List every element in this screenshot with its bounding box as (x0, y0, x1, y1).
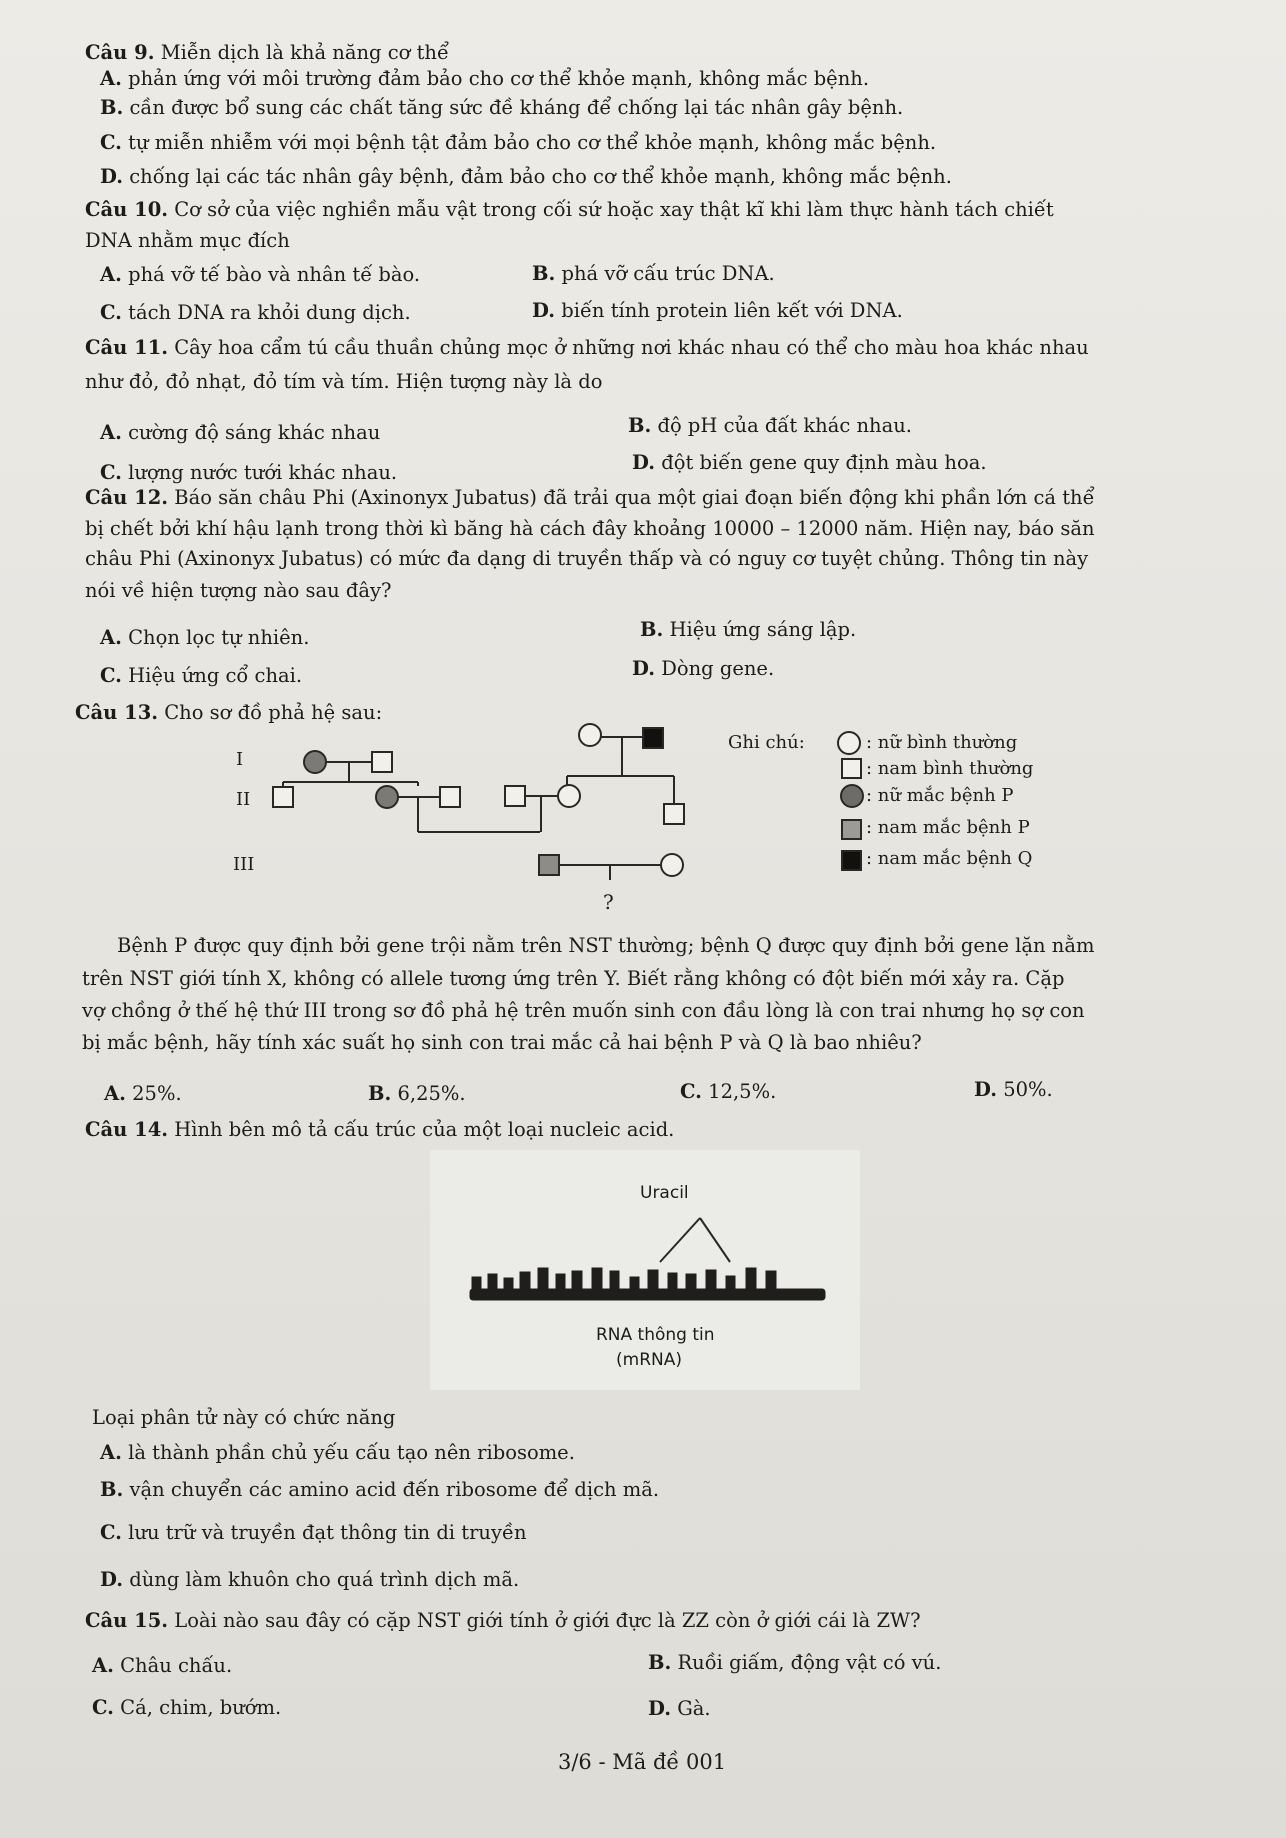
q12-stem-1: Câu 12. Báo săn châu Phi (Axinonyx Jubatus) đã trải qua một giai đoạn biến động khi phần lớn cá thể (85, 486, 1095, 509)
mrna-figure (430, 1150, 860, 1390)
pedigree-i3-female-normal (579, 724, 601, 746)
pedigree-ii3-male-normal (440, 787, 460, 807)
q13-option-c: C. 12,5%. (680, 1080, 777, 1103)
page-footer: 3/6 - Mã đề 001 (558, 1750, 727, 1774)
pedigree-i2-male-normal (372, 752, 392, 772)
q11-stem-2: như đỏ, đỏ nhạt, đỏ tím và tím. Hiện tượng này là do (85, 370, 603, 393)
pedigree-ii2-female-affected-p (376, 786, 398, 808)
legend-female-affected-p-symbol (841, 785, 863, 807)
q14-option-c: C. lưu trữ và truyền đạt thông tin di truyền (100, 1521, 527, 1544)
q13-body-3: vợ chồng ở thế hệ thứ III trong sơ đồ phả hệ trên muốn sinh con đầu lòng là con trai nhưng họ sợ con (82, 999, 1085, 1022)
legend-male-normal-symbol (842, 759, 861, 778)
q15-option-c: C. Cá, chim, bướm. (92, 1696, 282, 1719)
q9-option-b: B. cần được bổ sung các chất tăng sức đề kháng để chống lại tác nhân gây bệnh. (100, 96, 904, 119)
q13-body-1: Bệnh P được quy định bởi gene trội nằm trên NST thường; bệnh Q được quy định bởi gene lặn nằm (117, 934, 1095, 957)
q14-option-a: A. là thành phần chủ yếu cấu tạo nên ribosome. (100, 1441, 575, 1464)
q12-stem-3: châu Phi (Axinonyx Jubatus) có mức đa dạng di truyền thấp và có nguy cơ tuyệt chủng. Thông tin này (85, 547, 1089, 570)
q10-stem-2: DNA nhằm mục đích (85, 229, 290, 252)
q15-option-a: A. Châu chấu. (92, 1654, 233, 1677)
legend-female-normal: : nữ bình thường (866, 732, 1018, 753)
q12-option-c: C. Hiệu ứng cổ chai. (100, 664, 303, 687)
pedigree-i1-female-affected-p (304, 751, 326, 773)
pedigree-generation-iii-label: III (233, 854, 255, 875)
q11-option-a: A. cường độ sáng khác nhau (100, 421, 381, 444)
q13-body-2: trên NST giới tính X, không có allele tương ứng trên Y. Biết rằng không có đột biến mới xảy ra. Cặp (82, 967, 1065, 990)
legend-female-normal-symbol (838, 732, 860, 754)
q10-option-b: B. phá vỡ cấu trúc DNA. (532, 262, 775, 285)
mrna-label: RNA thông tin (596, 1325, 715, 1345)
q11-option-c: C. lượng nước tưới khác nhau. (100, 461, 398, 484)
q15-option-d: D. Gà. (648, 1697, 711, 1720)
q10-option-c: C. tách DNA ra khỏi dung dịch. (100, 301, 411, 324)
q12-stem-2: bị chết bởi khí hậu lạnh trong thời kì băng hà cách đây khoảng 10000 – 12000 năm. Hiện nay, báo săn (85, 517, 1095, 540)
q14-sub: Loại phân tử này có chức năng (92, 1406, 396, 1429)
q13-stem: Câu 13. Cho sơ đồ phả hệ sau: (75, 701, 383, 724)
pedigree-ii5-female-normal (558, 785, 580, 807)
q11-stem-1: Câu 11. Cây hoa cẩm tú cầu thuần chủng mọc ở những nơi khác nhau có thể cho màu hoa khác nhau (85, 336, 1089, 359)
q13-option-b: B. 6,25%. (368, 1082, 466, 1105)
q15-option-b: B. Ruồi giấm, động vật có vú. (648, 1651, 942, 1674)
mrna-strand (470, 1268, 825, 1300)
q10-option-d: D. biến tính protein liên kết với DNA. (532, 299, 903, 322)
legend-female-affected-p: : nữ mắc bệnh P (866, 785, 1014, 806)
uracil-label: Uracil (640, 1183, 689, 1203)
q13-option-a: A. 25%. (104, 1082, 182, 1105)
q15-stem: Câu 15. Loài nào sau đây có cặp NST giới tính ở giới đực là ZZ còn ở giới cái là ZW? (85, 1609, 921, 1632)
q9-stem: Câu 9. Miễn dịch là khả năng cơ thể (85, 41, 449, 64)
q14-stem: Câu 14. Hình bên mô tả cấu trúc của một loại nucleic acid. (85, 1118, 675, 1141)
mrna-abbrev-label: (mRNA) (616, 1350, 682, 1370)
pedigree-i4-male-affected-q (643, 728, 663, 748)
pedigree-question-mark: ? (603, 890, 614, 914)
legend-male-affected-p-symbol (842, 820, 861, 839)
pedigree-ii4-male-normal (505, 786, 525, 806)
legend-male-affected-q: : nam mắc bệnh Q (866, 848, 1033, 869)
q10-stem-1: Câu 10. Cơ sở của việc nghiền mẫu vật trong cối sứ hoặc xay thật kĩ khi làm thực hành tách chiết (85, 198, 1054, 221)
uracil-pointer-lines (660, 1218, 730, 1262)
q9-option-d: D. chống lại các tác nhân gây bệnh, đảm bảo cho cơ thể khỏe mạnh, không mắc bệnh. (100, 165, 952, 188)
q11-option-d: D. đột biến gene quy định màu hoa. (632, 451, 987, 474)
legend-male-normal: : nam bình thường (866, 758, 1034, 779)
pedigree-ii1-male-normal (273, 787, 293, 807)
q12-option-b: B. Hiệu ứng sáng lập. (640, 618, 857, 641)
q13-body-4: bị mắc bệnh, hãy tính xác suất họ sinh con trai mắc cả hai bệnh P và Q là bao nhiêu? (82, 1031, 922, 1054)
pedigree-generation-i-label: I (236, 749, 244, 770)
q10-option-a: A. phá vỡ tế bào và nhân tế bào. (100, 263, 421, 286)
q12-stem-4: nói về hiện tượng nào sau đây? (85, 579, 392, 602)
q9-option-c: C. tự miễn nhiễm với mọi bệnh tật đảm bảo cho cơ thể khỏe mạnh, không mắc bệnh. (100, 131, 937, 154)
legend-male-affected-q-symbol (842, 851, 861, 870)
q13-option-d: D. 50%. (974, 1078, 1053, 1101)
q14-option-d: D. dùng làm khuôn cho quá trình dịch mã. (100, 1568, 520, 1591)
q12-option-a: A. Chọn lọc tự nhiên. (100, 626, 310, 649)
pedigree-iii2-female-normal (661, 854, 683, 876)
legend-male-affected-p: : nam mắc bệnh P (866, 817, 1030, 838)
pedigree-generation-ii-label: II (236, 789, 251, 810)
q9-option-a: A. phản ứng với môi trường đảm bảo cho cơ thể khỏe mạnh, không mắc bệnh. (100, 67, 870, 90)
q14-option-b: B. vận chuyển các amino acid đến ribosome để dịch mã. (100, 1478, 660, 1501)
pedigree-iii1-male-affected-p (539, 855, 559, 875)
q12-option-d: D. Dòng gene. (632, 657, 775, 680)
legend-title: Ghi chú: (728, 732, 805, 753)
q11-option-b: B. độ pH của đất khác nhau. (628, 414, 912, 437)
pedigree-ii6-male-normal (664, 804, 684, 824)
